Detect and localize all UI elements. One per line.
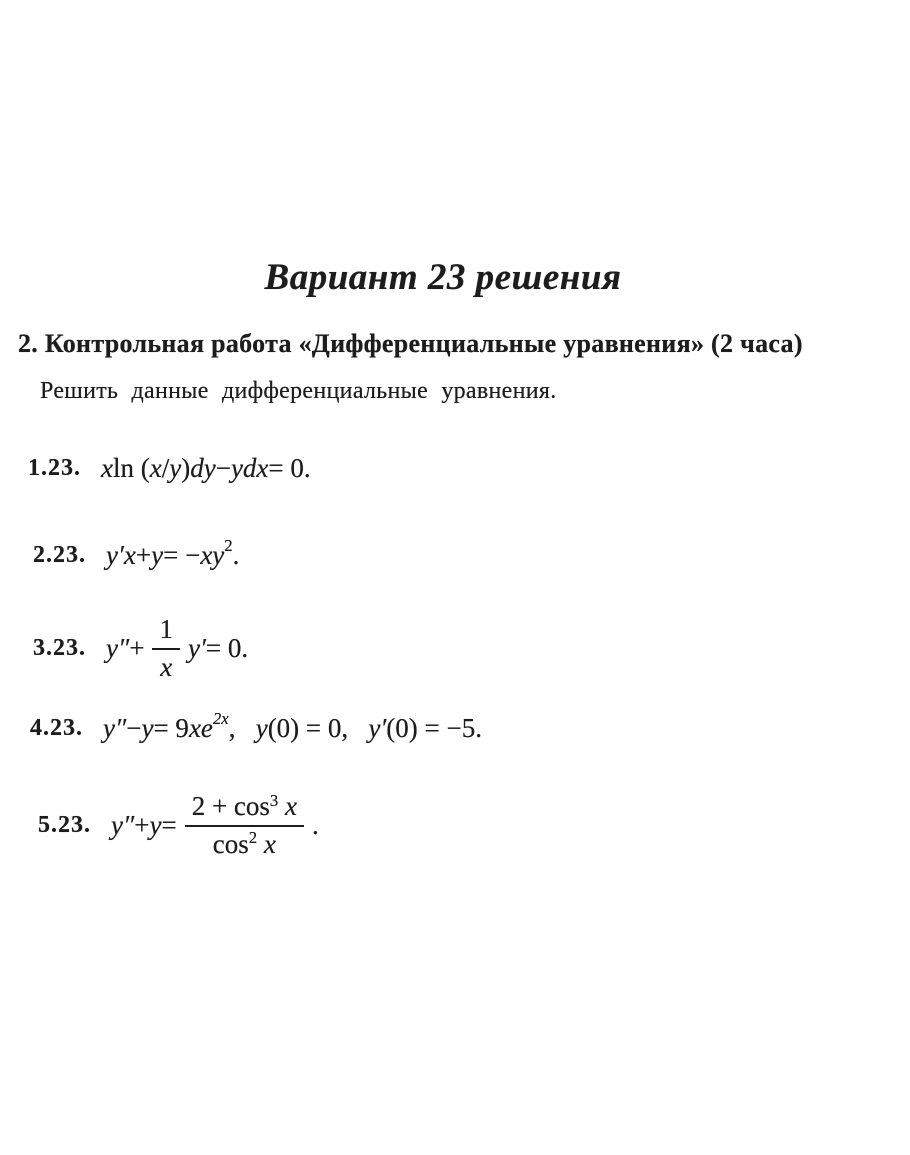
fraction-numerator: 1 bbox=[152, 615, 180, 650]
problem-row bbox=[38, 792, 319, 859]
fraction bbox=[152, 615, 180, 682]
instruction-text: Решить данные дифференциальные уравнения. bbox=[40, 378, 557, 404]
fraction-denominator: $\cos^2 x$ bbox=[212, 828, 276, 859]
problem-number: 3.23. bbox=[33, 635, 86, 662]
fraction-denominator: x bbox=[160, 651, 173, 682]
problem-row bbox=[30, 708, 482, 744]
equation: x ln ( x / y ) dy − ydx = 0. bbox=[101, 453, 311, 483]
fraction-numerator: $2 + \cos^3 x$ bbox=[185, 792, 304, 827]
equation: y′x + y = − xy 2 . bbox=[106, 535, 240, 570]
problem-number: 2.23. bbox=[33, 541, 86, 568]
problem-number: 5.23. bbox=[38, 812, 91, 839]
section-heading: 2. Контрольная работа «Дифференциальные уравнения» (2 часа) bbox=[18, 329, 803, 358]
problem-row bbox=[28, 452, 311, 484]
problem-row bbox=[33, 615, 248, 682]
equation: y″ − y = 9 xe 2x , y (0) = 0, y′ (0) = −5. bbox=[103, 708, 482, 743]
problem-number: 4.23. bbox=[30, 714, 83, 741]
fraction bbox=[185, 792, 304, 859]
equation: y″ + y = $\frac{2 + \cos^3 x}{\cos^2 x}$ . bbox=[111, 790, 319, 859]
equation: y″ + $\frac{1}{x}$ y′ = 0. bbox=[106, 614, 249, 682]
problem-number: 1.23. bbox=[28, 454, 81, 481]
page-title: Вариант 23 решения bbox=[264, 257, 622, 298]
problem-row bbox=[33, 535, 240, 571]
